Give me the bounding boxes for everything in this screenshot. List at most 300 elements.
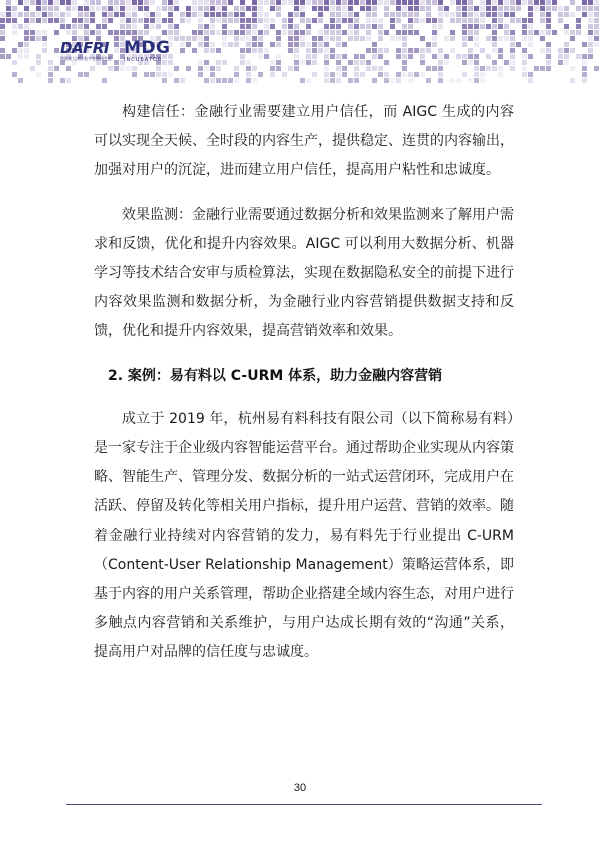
pattern-tile bbox=[528, 42, 533, 47]
pattern-tile bbox=[396, 0, 401, 5]
pattern-tile bbox=[252, 6, 257, 11]
pattern-tile bbox=[378, 0, 383, 5]
pattern-tile bbox=[396, 78, 401, 83]
pattern-tile bbox=[420, 54, 425, 59]
pattern-tile bbox=[222, 18, 227, 23]
pattern-tile bbox=[324, 42, 329, 47]
pattern-tile bbox=[420, 60, 425, 65]
pattern-tile bbox=[330, 30, 335, 35]
pattern-tile bbox=[582, 6, 587, 11]
pattern-tile bbox=[390, 0, 395, 5]
pattern-tile bbox=[372, 78, 377, 83]
pattern-tile bbox=[210, 78, 215, 83]
pattern-tile bbox=[594, 30, 599, 35]
pattern-tile bbox=[162, 6, 167, 11]
pattern-tile bbox=[150, 72, 155, 77]
pattern-tile bbox=[456, 72, 461, 77]
pattern-tile bbox=[264, 12, 269, 17]
pattern-tile bbox=[138, 12, 143, 17]
pattern-tile bbox=[210, 24, 215, 29]
pattern-tile bbox=[516, 18, 521, 23]
pattern-tile bbox=[228, 78, 233, 83]
pattern-tile bbox=[432, 18, 437, 23]
paragraph-effect-monitoring: 效果监测：金融行业需要通过数据分析和效果监测来了解用户需求和反馈，优化和提升内容效果。AIGC 可以利用大数据分析、机器学习等技术结合安审与质检算法，实现在数据隐私安全的前提下进行内容效果监测和数据分析，为金融行业内容营销提供数据支持和反馈，优化和提升内容效果，提高营销效率和效果。 bbox=[94, 206, 514, 340]
pattern-tile bbox=[582, 72, 587, 77]
pattern-tile bbox=[564, 48, 569, 53]
pattern-tile bbox=[498, 6, 503, 11]
pattern-tile bbox=[132, 6, 137, 11]
pattern-tile bbox=[474, 54, 479, 59]
pattern-tile bbox=[72, 6, 77, 11]
pattern-tile bbox=[426, 78, 431, 83]
pattern-tile bbox=[540, 30, 545, 35]
pattern-tile bbox=[306, 18, 311, 23]
pattern-tile bbox=[588, 18, 593, 23]
pattern-tile bbox=[540, 12, 545, 17]
pattern-tile bbox=[318, 66, 323, 71]
pattern-tile bbox=[330, 6, 335, 11]
pattern-tile bbox=[174, 6, 179, 11]
pattern-tile bbox=[456, 36, 461, 41]
pattern-tile bbox=[558, 6, 563, 11]
pattern-tile bbox=[264, 18, 269, 23]
pattern-tile bbox=[468, 6, 473, 11]
pattern-tile bbox=[180, 42, 185, 47]
pattern-tile bbox=[252, 48, 257, 53]
pattern-tile bbox=[498, 66, 503, 71]
pattern-tile bbox=[246, 66, 251, 71]
pattern-tile bbox=[348, 0, 353, 5]
pattern-tile bbox=[414, 6, 419, 11]
pattern-tile bbox=[456, 30, 461, 35]
pattern-tile bbox=[528, 0, 533, 5]
pattern-tile bbox=[468, 48, 473, 53]
pattern-tile bbox=[534, 36, 539, 41]
pattern-tile bbox=[60, 0, 65, 5]
pattern-tile bbox=[150, 24, 155, 29]
pattern-tile bbox=[528, 54, 533, 59]
pattern-tile bbox=[240, 72, 245, 77]
pattern-tile bbox=[498, 12, 503, 17]
pattern-tile bbox=[204, 6, 209, 11]
pattern-tile bbox=[360, 60, 365, 65]
pattern-tile bbox=[54, 12, 59, 17]
pattern-tile bbox=[396, 42, 401, 47]
pattern-tile bbox=[66, 12, 71, 17]
pattern-tile bbox=[456, 0, 461, 5]
pattern-tile bbox=[216, 48, 221, 53]
pattern-tile bbox=[462, 6, 467, 11]
pattern-tile bbox=[366, 0, 371, 5]
pattern-tile bbox=[354, 78, 359, 83]
pattern-tile bbox=[276, 30, 281, 35]
pattern-tile bbox=[342, 66, 347, 71]
pattern-tile bbox=[564, 30, 569, 35]
pattern-tile bbox=[468, 78, 473, 83]
pattern-tile bbox=[492, 72, 497, 77]
pattern-tile bbox=[546, 48, 551, 53]
pattern-tile bbox=[576, 6, 581, 11]
pattern-tile bbox=[24, 6, 29, 11]
pattern-tile bbox=[594, 42, 599, 47]
pattern-tile bbox=[336, 66, 341, 71]
pattern-tile bbox=[390, 78, 395, 83]
pattern-tile bbox=[198, 0, 203, 5]
pattern-tile bbox=[192, 36, 197, 41]
pattern-tile bbox=[120, 6, 125, 11]
pattern-tile bbox=[582, 24, 587, 29]
pattern-tile bbox=[24, 42, 29, 47]
pattern-tile bbox=[342, 42, 347, 47]
pattern-tile bbox=[72, 18, 77, 23]
pattern-tile bbox=[594, 12, 599, 17]
pattern-tile bbox=[330, 36, 335, 41]
pattern-tile bbox=[396, 6, 401, 11]
pattern-tile bbox=[372, 66, 377, 71]
pattern-tile bbox=[156, 18, 161, 23]
pattern-tile bbox=[402, 42, 407, 47]
pattern-tile bbox=[162, 72, 167, 77]
pattern-tile bbox=[432, 54, 437, 59]
pattern-tile bbox=[336, 0, 341, 5]
pattern-tile bbox=[336, 30, 341, 35]
pattern-tile bbox=[264, 54, 269, 59]
pattern-tile bbox=[156, 0, 161, 5]
pattern-tile bbox=[294, 0, 299, 5]
pattern-tile bbox=[204, 36, 209, 41]
pattern-tile bbox=[36, 30, 41, 35]
pattern-tile bbox=[420, 72, 425, 77]
pattern-tile bbox=[12, 60, 17, 65]
pattern-tile bbox=[168, 18, 173, 23]
pattern-tile bbox=[522, 66, 527, 71]
pattern-tile bbox=[180, 0, 185, 5]
pattern-tile bbox=[360, 18, 365, 23]
pattern-tile bbox=[72, 0, 77, 5]
pattern-tile bbox=[354, 6, 359, 11]
pattern-tile bbox=[198, 42, 203, 47]
pattern-tile bbox=[396, 48, 401, 53]
pattern-tile bbox=[522, 48, 527, 53]
pattern-tile bbox=[300, 54, 305, 59]
pattern-tile bbox=[492, 36, 497, 41]
pattern-tile bbox=[216, 18, 221, 23]
pattern-tile bbox=[534, 6, 539, 11]
pattern-tile bbox=[324, 24, 329, 29]
pattern-tile bbox=[270, 18, 275, 23]
pattern-tile bbox=[204, 30, 209, 35]
pattern-tile bbox=[438, 0, 443, 5]
pattern-tile bbox=[378, 72, 383, 77]
pattern-tile bbox=[6, 18, 11, 23]
pattern-tile bbox=[540, 36, 545, 41]
pattern-tile bbox=[546, 72, 551, 77]
pattern-tile bbox=[150, 18, 155, 23]
pattern-tile bbox=[246, 0, 251, 5]
pattern-tile bbox=[282, 24, 287, 29]
pattern-tile bbox=[198, 18, 203, 23]
pattern-tile bbox=[216, 36, 221, 41]
pattern-tile bbox=[480, 6, 485, 11]
pattern-tile bbox=[492, 48, 497, 53]
pattern-tile bbox=[186, 36, 191, 41]
pattern-tile bbox=[90, 6, 95, 11]
pattern-tile bbox=[162, 12, 167, 17]
pattern-tile bbox=[318, 48, 323, 53]
pattern-tile bbox=[174, 78, 179, 83]
pattern-tile bbox=[516, 0, 521, 5]
pattern-tile bbox=[246, 18, 251, 23]
pattern-tile bbox=[408, 0, 413, 5]
pattern-tile bbox=[486, 6, 491, 11]
pattern-tile bbox=[138, 72, 143, 77]
pattern-tile bbox=[18, 78, 23, 83]
pattern-tile bbox=[570, 66, 575, 71]
pattern-tile bbox=[438, 12, 443, 17]
pattern-tile bbox=[246, 6, 251, 11]
pattern-tile bbox=[354, 42, 359, 47]
pattern-tile bbox=[582, 0, 587, 5]
pattern-tile bbox=[288, 24, 293, 29]
pattern-tile bbox=[18, 6, 23, 11]
pattern-tile bbox=[402, 48, 407, 53]
pattern-tile bbox=[78, 72, 83, 77]
pattern-tile bbox=[108, 18, 113, 23]
pattern-tile bbox=[114, 12, 119, 17]
pattern-tile bbox=[204, 48, 209, 53]
pattern-tile bbox=[582, 30, 587, 35]
pattern-tile bbox=[324, 6, 329, 11]
pattern-tile bbox=[510, 18, 515, 23]
pattern-tile bbox=[576, 42, 581, 47]
pattern-tile bbox=[402, 72, 407, 77]
pattern-tile bbox=[126, 0, 131, 5]
pattern-tile bbox=[150, 12, 155, 17]
pattern-tile bbox=[528, 72, 533, 77]
pattern-tile bbox=[390, 6, 395, 11]
pattern-tile bbox=[528, 30, 533, 35]
pattern-tile bbox=[240, 6, 245, 11]
pattern-tile bbox=[126, 6, 131, 11]
pattern-tile bbox=[426, 18, 431, 23]
pattern-tile bbox=[174, 36, 179, 41]
pattern-tile bbox=[264, 30, 269, 35]
pattern-tile bbox=[492, 6, 497, 11]
pattern-tile bbox=[210, 12, 215, 17]
pattern-tile bbox=[540, 0, 545, 5]
pattern-tile bbox=[528, 78, 533, 83]
paragraph-build-trust: 构建信任：金融行业需要建立用户信任，而 AIGC 生成的内容可以实现全天候、全时段的内容生产，提供稳定、连贯的内容输出，加强对用户的沉淀，进而建立用户信任，提高用户粘性和忠诚度。 bbox=[94, 104, 514, 179]
pattern-tile bbox=[354, 30, 359, 35]
pattern-tile bbox=[84, 12, 89, 17]
pattern-tile bbox=[576, 0, 581, 5]
pattern-tile bbox=[378, 48, 383, 53]
pattern-tile bbox=[438, 6, 443, 11]
pattern-tile bbox=[588, 48, 593, 53]
pattern-tile bbox=[456, 12, 461, 17]
pattern-tile bbox=[354, 18, 359, 23]
pattern-tile bbox=[270, 66, 275, 71]
pattern-tile bbox=[360, 54, 365, 59]
pattern-tile bbox=[570, 6, 575, 11]
pattern-tile bbox=[192, 18, 197, 23]
pattern-tile bbox=[168, 6, 173, 11]
pattern-tile bbox=[234, 42, 239, 47]
pattern-tile bbox=[258, 0, 263, 5]
pattern-tile bbox=[294, 66, 299, 71]
pattern-tile bbox=[84, 18, 89, 23]
pattern-tile bbox=[462, 48, 467, 53]
pattern-tile bbox=[354, 54, 359, 59]
pattern-tile bbox=[240, 12, 245, 17]
pattern-tile bbox=[510, 54, 515, 59]
pattern-tile bbox=[354, 0, 359, 5]
pattern-tile bbox=[48, 66, 53, 71]
pattern-tile bbox=[276, 54, 281, 59]
pattern-tile bbox=[486, 18, 491, 23]
pattern-tile bbox=[42, 12, 47, 17]
pattern-tile bbox=[228, 42, 233, 47]
pattern-tile bbox=[366, 48, 371, 53]
pattern-tile bbox=[12, 0, 17, 5]
pattern-tile bbox=[366, 6, 371, 11]
pattern-tile bbox=[186, 6, 191, 11]
pattern-tile bbox=[102, 78, 107, 83]
pattern-tile bbox=[498, 72, 503, 77]
pattern-tile bbox=[276, 0, 281, 5]
pattern-tile bbox=[156, 6, 161, 11]
pattern-tile bbox=[360, 24, 365, 29]
pattern-tile bbox=[330, 12, 335, 17]
pattern-tile bbox=[426, 66, 431, 71]
pattern-tile bbox=[240, 30, 245, 35]
pattern-tile bbox=[306, 78, 311, 83]
pattern-tile bbox=[312, 0, 317, 5]
pattern-tile bbox=[216, 42, 221, 47]
pattern-tile bbox=[198, 6, 203, 11]
pattern-tile bbox=[534, 0, 539, 5]
pattern-tile bbox=[216, 6, 221, 11]
pattern-tile bbox=[408, 18, 413, 23]
pattern-tile bbox=[24, 12, 29, 17]
pattern-tile bbox=[426, 48, 431, 53]
pattern-tile bbox=[486, 48, 491, 53]
pattern-tile bbox=[60, 24, 65, 29]
pattern-tile bbox=[324, 72, 329, 77]
pattern-tile bbox=[420, 0, 425, 5]
pattern-tile bbox=[444, 24, 449, 29]
pattern-tile bbox=[384, 12, 389, 17]
pattern-tile bbox=[36, 18, 41, 23]
pattern-tile bbox=[492, 18, 497, 23]
pattern-tile bbox=[408, 78, 413, 83]
pattern-tile bbox=[270, 0, 275, 5]
pattern-tile bbox=[378, 6, 383, 11]
pattern-tile bbox=[78, 18, 83, 23]
mdg-logo-subtitle: INCUBATOR bbox=[124, 56, 163, 63]
pattern-tile bbox=[174, 0, 179, 5]
pattern-tile bbox=[342, 12, 347, 17]
pattern-tile bbox=[186, 18, 191, 23]
pattern-tile bbox=[474, 6, 479, 11]
pattern-tile bbox=[384, 30, 389, 35]
pattern-tile bbox=[144, 6, 149, 11]
pattern-tile bbox=[222, 0, 227, 5]
pattern-tile bbox=[312, 48, 317, 53]
pattern-tile bbox=[588, 6, 593, 11]
pattern-tile bbox=[336, 60, 341, 65]
pattern-tile bbox=[294, 42, 299, 47]
pattern-tile bbox=[132, 18, 137, 23]
pattern-tile bbox=[168, 0, 173, 5]
pattern-tile bbox=[204, 24, 209, 29]
pattern-tile bbox=[246, 48, 251, 53]
pattern-tile bbox=[552, 36, 557, 41]
pattern-tile bbox=[132, 0, 137, 5]
pattern-tile bbox=[342, 0, 347, 5]
pattern-tile bbox=[444, 18, 449, 23]
pattern-tile bbox=[492, 42, 497, 47]
pattern-tile bbox=[396, 72, 401, 77]
pattern-tile bbox=[432, 66, 437, 71]
pattern-tile bbox=[180, 12, 185, 17]
pattern-tile bbox=[102, 18, 107, 23]
pattern-tile bbox=[570, 48, 575, 53]
pattern-tile bbox=[468, 54, 473, 59]
pattern-tile bbox=[384, 48, 389, 53]
pattern-tile bbox=[6, 6, 11, 11]
pattern-tile bbox=[384, 78, 389, 83]
pattern-tile bbox=[276, 12, 281, 17]
pattern-tile bbox=[0, 54, 5, 59]
pattern-tile bbox=[306, 36, 311, 41]
pattern-tile bbox=[258, 66, 263, 71]
pattern-tile bbox=[294, 48, 299, 53]
pattern-tile bbox=[450, 30, 455, 35]
pattern-tile bbox=[468, 18, 473, 23]
pattern-tile bbox=[300, 12, 305, 17]
pattern-tile bbox=[576, 30, 581, 35]
pattern-tile bbox=[108, 6, 113, 11]
pattern-tile bbox=[372, 42, 377, 47]
pattern-tile bbox=[162, 78, 167, 83]
pattern-tile bbox=[492, 30, 497, 35]
pattern-tile bbox=[588, 12, 593, 17]
pattern-tile bbox=[462, 12, 467, 17]
pattern-tile bbox=[408, 72, 413, 77]
paragraph-company-case: 成立于 2019 年，杭州易有料科技有限公司（以下简称易有料）是一家专注于企业级内容智能运营平台。通过帮助企业实现从内容策略、智能生产、管理分发、数据分析的一站式运营闭环，完成用户在活跃、停留及转化等相关用户指标，提升用户运营、营销的效率。随着金融行业持续对内容营销的发力，易有料先于行业提出 C-URM（Content-User Relationship Management）策略运营体系，即基于内容的用户关系管理，帮助企业搭建全域内容生态，对用户进行多触点内容营销和关系维护，与用户达成长期有效的“沟通”关系，提高用户对品牌的信任度与忠诚度。 bbox=[94, 410, 514, 661]
pattern-tile bbox=[474, 12, 479, 17]
pattern-tile bbox=[564, 42, 569, 47]
pattern-tile bbox=[354, 24, 359, 29]
pattern-tile bbox=[510, 66, 515, 71]
pattern-tile bbox=[216, 60, 221, 65]
pattern-tile bbox=[360, 72, 365, 77]
pattern-tile bbox=[48, 18, 53, 23]
pattern-tile bbox=[522, 12, 527, 17]
pattern-tile bbox=[588, 0, 593, 5]
pattern-tile bbox=[210, 72, 215, 77]
pattern-tile bbox=[282, 72, 287, 77]
pattern-tile bbox=[360, 0, 365, 5]
pattern-tile bbox=[516, 30, 521, 35]
pattern-tile bbox=[528, 6, 533, 11]
pattern-tile bbox=[420, 36, 425, 41]
pattern-tile bbox=[222, 60, 227, 65]
pattern-tile bbox=[198, 54, 203, 59]
pattern-tile bbox=[558, 66, 563, 71]
pattern-tile bbox=[114, 6, 119, 11]
